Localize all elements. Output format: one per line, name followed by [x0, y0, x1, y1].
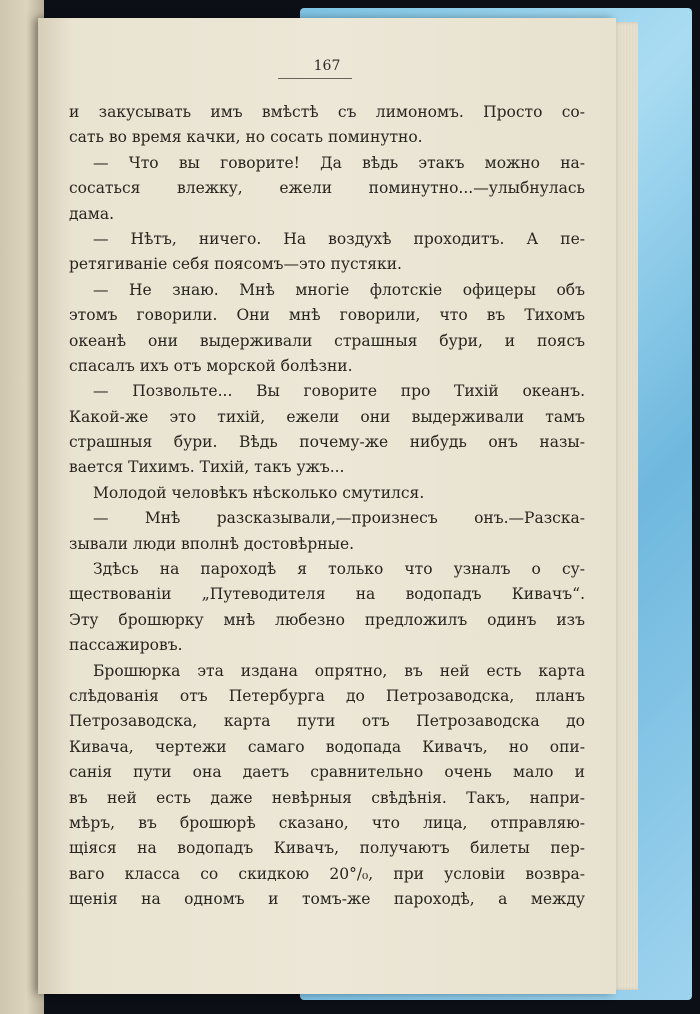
text-line: и закусывать имъ вмѣстѣ съ лимономъ. Просто со- — [69, 103, 585, 121]
text-line: — Мнѣ разсказывали,—произнесъ онъ.—Разска- — [93, 509, 585, 528]
text-line: Эту брошюрку мнѣ любезно предложилъ одинъ изъ — [69, 610, 585, 629]
text-line: вается Тихимъ. Тихiй, такъ ужъ... — [69, 458, 345, 477]
text-line: ваго класса со скидкою 20°/₀, при условiи возвра- — [69, 864, 585, 883]
text-line: Петрозаводска, карта пути отъ Петрозаводска до — [69, 712, 585, 731]
text-line: Молодой человѣкъ нѣсколько смутился. — [93, 483, 425, 502]
book-page — [38, 18, 616, 994]
text-line: океанѣ они выдерживали страшныя бури, и поясъ — [69, 331, 585, 350]
page-body-text — [69, 100, 585, 913]
text-line: — Не знаю. Мнѣ многiе флотскiе офицеры объ — [93, 280, 585, 299]
text-line: Какой-же это тихiй, ежели они выдерживали тамъ — [69, 407, 585, 426]
text-line: этомъ говорили. Они мнѣ говорили, что въ Тихомъ — [69, 306, 585, 325]
text-line: ществованiи „Путеводителя на водопадъ Кивачъ“. — [69, 585, 585, 604]
text-line: cосаться влежку, ежели поминутно...—улыбнулась — [69, 179, 585, 198]
text-line: — Что вы говорите! Да вѣдь этакъ можно на- — [93, 153, 585, 172]
text-line: Здѣсь на пароходѣ я только что узналъ о су- — [93, 560, 585, 579]
text-line: зывали люди вполнѣ достовѣрные. — [69, 534, 355, 553]
text-line: въ ней есть даже невѣрныя свѣдѣнiя. Такъ, напри- — [69, 788, 585, 807]
text-line: щiяся на водопадъ Кивачъ, получаютъ билеты пер- — [69, 839, 585, 858]
text-line: дама. — [69, 204, 115, 223]
text-line: — Позвольте... Вы говорите про Тихiй океанъ. — [93, 382, 585, 401]
text-line: Кивача, чертежи самаго водопада Кивачъ, но опи- — [69, 737, 585, 756]
text-line: Брошюрка эта издана опрятно, въ ней есть карта — [93, 661, 585, 680]
page-number-rule — [278, 78, 352, 79]
text-line: страшныя бури. Вѣдь почему-же нибудь онъ назы- — [69, 433, 585, 452]
text-line: сать во время качки, но сосать поминутно. — [69, 128, 423, 147]
text-line: санiя пути она даетъ сравнительно очень мало и — [69, 763, 585, 782]
text-line: щенiя на одномъ и томъ-же пароходѣ, а между — [69, 890, 585, 909]
text-line: ретягиванiе себя поясомъ—это пустяки. — [69, 255, 402, 274]
text-line: слѣдованiя отъ Петербурга до Петрозаводска, планъ — [69, 686, 585, 705]
page-number: 167 — [313, 58, 341, 74]
text-line: пассажировъ. — [69, 636, 183, 655]
text-line: — Нѣтъ, ничего. На воздухѣ проходитъ. А пе- — [93, 229, 585, 248]
text-line: спасалъ ихъ отъ морской болѣзни. — [69, 356, 353, 375]
text-line: мѣръ, въ брошюрѣ сказано, что лица, отправляю- — [69, 813, 585, 832]
